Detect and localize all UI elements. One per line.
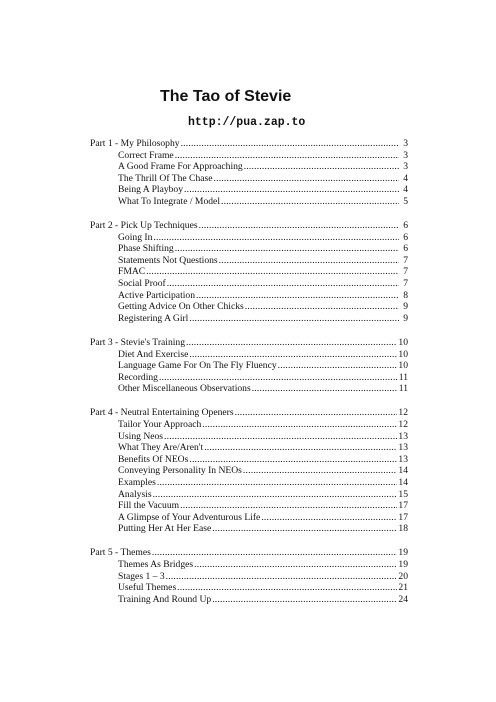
toc-entry-label: Recording (118, 371, 158, 383)
toc-entry[interactable] (90, 571, 408, 583)
toc-entry-page-number: 14 (398, 465, 408, 477)
toc-entry-page-number: 3 (403, 149, 408, 161)
toc-entry[interactable] (90, 161, 408, 173)
toc-part-heading[interactable] (90, 138, 408, 150)
toc-entry[interactable] (90, 173, 408, 185)
dot-leader (202, 419, 397, 431)
toc-entry[interactable] (90, 255, 408, 267)
toc-entry-label: A Glimpse of Your Adventurous Life (118, 511, 261, 523)
toc-entry-page-number: 10 (398, 360, 408, 372)
dot-leader (157, 477, 398, 489)
toc-entry-page-number: 11 (398, 371, 408, 383)
toc-entry[interactable] (90, 184, 408, 196)
dot-leader (219, 255, 399, 267)
toc-entry-label: Using Neos (118, 430, 164, 442)
toc-part-heading-label: Part 1 - My Philosophy (90, 138, 180, 149)
toc-entry-label: Conveying Personality In NEOs (118, 465, 242, 477)
dot-leader (194, 559, 397, 571)
toc-part-heading-label: Part 5 - Themes (90, 547, 151, 559)
toc-part (90, 547, 408, 605)
toc-entry-label: Correct Frame (118, 149, 174, 161)
toc-entry[interactable] (90, 512, 408, 524)
toc-entry-page-number: 11 (398, 383, 408, 395)
toc-entry[interactable] (90, 442, 408, 454)
toc-entry-label: What To Integrate / Model (118, 195, 220, 207)
dot-leader (212, 594, 397, 606)
dot-leader (214, 173, 400, 185)
toc-part-heading[interactable] (90, 220, 408, 232)
toc-entry-label: Active Participation (118, 289, 195, 301)
dot-leader (243, 465, 397, 477)
dot-leader (189, 313, 399, 325)
toc-entry-page-number: 8 (403, 289, 408, 301)
toc-entry[interactable] (90, 489, 408, 501)
toc-entry-label: Useful Themes (118, 582, 177, 594)
dot-leader (164, 431, 397, 443)
toc-entry-page-number: 13 (398, 453, 408, 465)
toc-part-heading-page-number: 12 (398, 407, 408, 419)
toc-entry-page-number: 15 (398, 488, 408, 500)
toc-part-heading[interactable] (90, 407, 408, 419)
toc-entry[interactable] (90, 465, 408, 477)
dot-leader (159, 372, 398, 384)
toc-entry-page-number: 3 (403, 161, 408, 173)
dot-leader (181, 138, 399, 150)
toc-entry-page-number: 5 (403, 195, 408, 207)
toc-part-heading-label: Part 2 - Pick Up Techniques (90, 220, 198, 232)
toc-entry[interactable] (90, 232, 408, 244)
toc-entry[interactable] (90, 349, 408, 361)
toc-entry-page-number: 9 (403, 301, 408, 313)
document-title: The Tao of Stevie (160, 88, 292, 105)
toc-entry-label: Social Proof (118, 278, 166, 290)
toc-entry-page-number: 4 (403, 172, 408, 184)
toc-entry-label: Benefits Of NEOs (118, 453, 189, 465)
toc-entry[interactable] (90, 372, 408, 384)
toc-entry[interactable] (90, 150, 408, 162)
dot-leader (199, 220, 399, 232)
toc-entry[interactable] (90, 290, 408, 302)
toc-entry[interactable] (90, 266, 408, 278)
toc-entry-label: Being A Playboy (118, 184, 184, 196)
toc-entry[interactable] (90, 419, 408, 431)
toc-entry-label: Themes As Bridges (118, 559, 194, 570)
dot-leader (177, 582, 397, 594)
toc-entry-label: Tailor Your Approach (118, 418, 202, 430)
toc-entry-label: Going In (118, 231, 153, 243)
toc-entry-label: The Thrill Of The Chase (118, 172, 213, 184)
toc-part (90, 337, 408, 395)
toc-part-heading[interactable] (90, 337, 408, 349)
dot-leader (261, 512, 397, 524)
toc-entry[interactable] (90, 523, 408, 535)
toc-entry[interactable] (90, 454, 408, 466)
toc-entry[interactable] (90, 431, 408, 443)
toc-entry[interactable] (90, 559, 408, 571)
toc-entry-label: Examples (118, 476, 156, 488)
toc-entry-page-number: 14 (398, 476, 408, 488)
toc-entry-label: Registering A Girl (118, 312, 189, 324)
dot-leader (146, 266, 399, 278)
toc-entry-page-number: 17 (398, 500, 408, 512)
toc-entry[interactable] (90, 278, 408, 290)
dot-leader (204, 442, 397, 454)
toc-entry-label: Statements Not Questions (118, 254, 218, 266)
toc-part (90, 220, 408, 324)
toc-entry[interactable] (90, 582, 408, 594)
toc-entry-label: Diet And Exercise (118, 348, 189, 360)
dot-leader (245, 301, 399, 313)
dot-leader (152, 547, 398, 559)
toc-part (90, 407, 408, 535)
toc-entry[interactable] (90, 196, 408, 208)
toc-entry-page-number: 6 (403, 243, 408, 255)
toc-part-heading-page-number: 3 (403, 138, 408, 149)
toc-entry-page-number: 7 (403, 266, 408, 278)
toc-entry[interactable] (90, 313, 408, 325)
toc-entry-page-number: 9 (403, 312, 408, 324)
toc-entry-label: Language Game For On The Fly Fluency (118, 360, 277, 372)
toc-part-heading-label: Part 3 - Stevie's Training (90, 336, 186, 348)
table-of-contents (90, 138, 408, 618)
toc-entry[interactable] (90, 500, 408, 512)
toc-part-heading-page-number: 19 (398, 547, 408, 559)
dot-leader (196, 290, 399, 302)
toc-part-heading-page-number: 6 (403, 220, 408, 232)
toc-entry-label: FMAC (118, 266, 146, 278)
dot-leader (221, 196, 399, 208)
toc-entry-label: Stages 1 – 3 (118, 570, 165, 582)
toc-entry[interactable] (90, 383, 408, 395)
toc-entry-page-number: 13 (398, 430, 408, 442)
toc-entry-page-number: 13 (398, 442, 408, 454)
toc-entry[interactable] (90, 360, 408, 372)
toc-part-heading[interactable] (90, 547, 408, 559)
dot-leader (252, 383, 398, 395)
toc-entry-page-number: 10 (398, 348, 408, 360)
dot-leader (175, 243, 399, 255)
dot-leader (189, 349, 397, 361)
toc-entry-label: Phase Shifting (118, 243, 174, 255)
dot-leader (167, 278, 399, 290)
toc-entry[interactable] (90, 301, 408, 313)
dot-leader (189, 454, 397, 466)
toc-part-heading-page-number: 10 (398, 336, 408, 348)
toc-entry-label: Fill the Vacuum (118, 500, 180, 512)
toc-entry[interactable] (90, 477, 408, 489)
dot-leader (166, 571, 398, 583)
toc-entry-page-number: 18 (398, 523, 408, 535)
dot-leader (186, 337, 397, 349)
dot-leader (184, 184, 399, 196)
toc-entry-page-number: 4 (403, 184, 408, 196)
dot-leader (180, 500, 397, 512)
dot-leader (153, 232, 399, 244)
toc-entry-label: What They Are/Aren't (118, 442, 204, 454)
toc-entry-page-number: 7 (403, 254, 408, 266)
toc-entry-label: Training And Round Up (118, 593, 212, 605)
dot-leader (278, 360, 398, 372)
toc-entry-page-number: 12 (398, 418, 408, 430)
dot-leader (244, 161, 399, 173)
toc-entry-page-number: 20 (398, 570, 408, 582)
toc-entry-label: A Good Frame For Approaching (118, 161, 243, 173)
toc-entry-label: Analysis (118, 488, 152, 500)
toc-entry-label: Other Miscellaneous Observations (118, 383, 251, 395)
toc-part-heading-label: Part 4 - Neutral Entertaining Openers (90, 407, 234, 419)
document-url: http://pua.zap.to (188, 116, 306, 129)
toc-entry-page-number: 6 (403, 231, 408, 243)
toc-entry-page-number: 7 (403, 278, 408, 290)
dot-leader (175, 150, 399, 162)
toc-entry[interactable] (90, 594, 408, 606)
toc-entry-page-number: 24 (398, 593, 408, 605)
toc-entry-page-number: 17 (398, 511, 408, 523)
dot-leader (212, 523, 397, 535)
dot-leader (235, 407, 398, 419)
toc-entry-page-number: 19 (398, 559, 408, 570)
toc-entry-page-number: 21 (398, 582, 408, 594)
toc-part (90, 138, 408, 208)
dot-leader (153, 489, 398, 501)
toc-entry[interactable] (90, 243, 408, 255)
toc-entry-label: Getting Advice On Other Chicks (118, 301, 244, 313)
toc-entry-label: Putting Her At Her Ease (118, 523, 212, 535)
